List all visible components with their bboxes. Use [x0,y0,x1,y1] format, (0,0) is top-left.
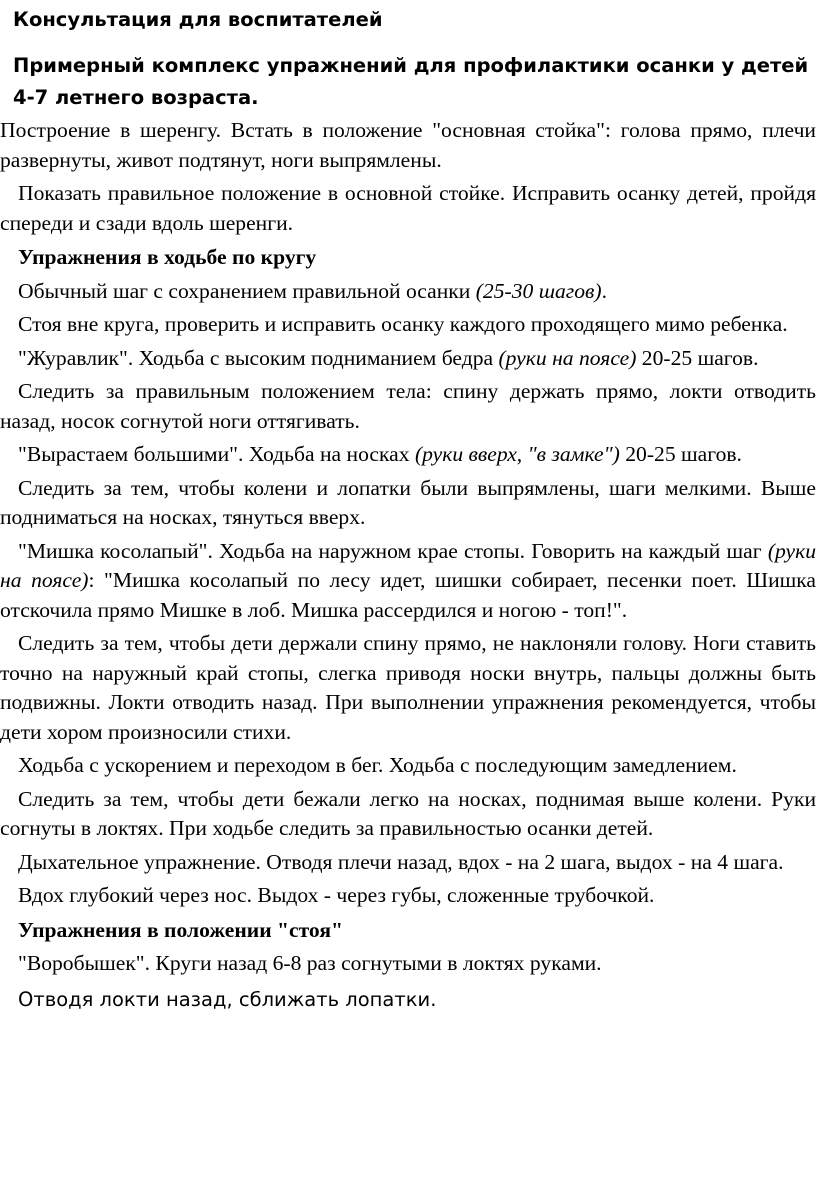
paragraph-italic-note: (руки на поясе) [0,538,816,592]
paragraph-body-position: Следить за правильным положением тела: спину держать прямо, локти отводить назад, носок согнутой ноги оттягивать. [0,379,816,433]
paragraph-text: "Журавлик". Ходьба с высоким подниманием бедра [18,345,499,370]
paragraph-text-end: 20-25 шагов. [619,442,742,466]
paragraph-acceleration: Ходьба с ускорением и переходом в бег. Ходьба с последующим замедлением. [18,753,737,777]
paragraph-show-posture: Показать правильное положение в основной стойке. Исправить осанку детей, пройдя спереди и сзади вдоль шеренги. [0,181,816,235]
paragraph-check-posture: Стоя вне круга, проверить и исправить осанку каждого проходящего мимо ребенка. [18,312,788,336]
paragraph-knees-shoulders: Следить за тем, чтобы колени и лопатки были выпрямлены, шаги мелкими. Выше подниматься на носках, тянуться вверх. [0,475,816,529]
paragraph-breathing: Дыхательное упражнение. Отводя плечи назад, вдох - на 2 шага, выдох - на 4 шага. [18,849,784,874]
paragraph-text: Обычный шаг с сохранением правильной осанки [18,278,476,303]
paragraph-sparrow: "Воробышек". Круги назад 6-8 раз согнутыми в локтях руками. [18,951,602,975]
paragraph-back-straight: Следить за тем, чтобы дети держали спину прямо, не наклоняли голову. Ноги ставить точно на наружный край стопы, слегка приводя носки внутрь, пальцы должны быть подвижны. Локти отводить назад. При выполнении упражнения рекомендуется, чтобы дети хором произносили стихи. [0,631,816,744]
paragraph-text-end: : "Мишка косолапый по лесу идет, шишки собирает, песенки поет. Шишка отскочила прямо Мишке в лоб. Мишка рассердился и ногою - топ!". [0,568,816,622]
document-subtitle-line1: Примерный комплекс упражнений для профилактики осанки у детей [13,54,809,77]
document-title: Консультация для воспитателей [13,8,383,31]
paragraph-text-end: . [601,278,607,303]
paragraph-elbows-back: Отводя локти назад, сближать лопатки. [18,987,437,1011]
paragraph-lineup: Построение в шеренгу. Встать в положение "основная стойка": голова прямо, плечи развернуты, живот подтянут, ноги выпрямлены. [0,118,816,172]
paragraph-text: "Вырастаем большими". Ходьба на носках [18,442,415,466]
paragraph-bear [0,537,816,626]
paragraph-crane [0,344,816,374]
section-heading-walking: Упражнения в ходьбе по кругу [18,245,317,269]
paragraph-inhale: Вдох глубокий через нос. Выдох - через губы, сложенные трубочкой. [18,883,655,907]
paragraph-normal-step [0,277,816,307]
paragraph-grow-big [0,440,816,470]
paragraph-italic-note: (25-30 шагов) [475,278,602,303]
paragraph-italic-note: (руки на поясе) [498,345,637,370]
paragraph-running: Следить за тем, чтобы дети бежали легко на носках, поднимая выше колени. Руки согнуты в локтях. При ходьбе следить за правильностью осанки детей. [0,786,816,840]
paragraph-text: "Мишка косолапый". Ходьба на наружном крае стопы. Говорить на каждый шаг [18,538,768,563]
paragraph-italic-note: (руки вверх, "в замке") [414,442,620,466]
paragraph-text-end: 20-25 шагов. [636,345,759,370]
section-heading-standing: Упражнения в положении "стоя" [18,917,343,942]
document-subtitle-line2: 4-7 летнего возраста. [13,86,259,109]
